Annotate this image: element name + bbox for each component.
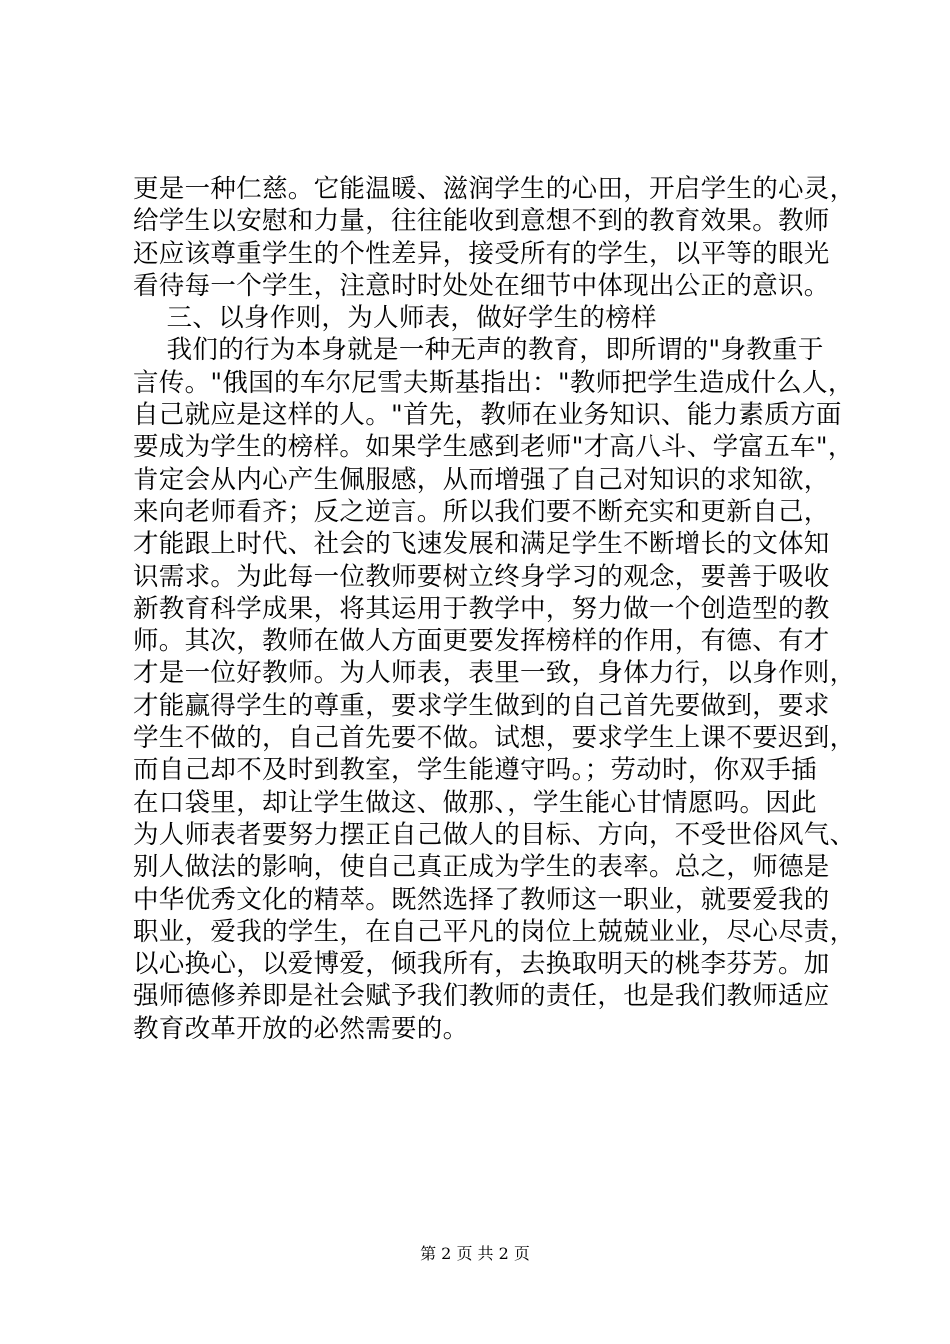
text-line: 别人做法的影响，使自己真正成为学生的表率。总之，师德是 — [133, 852, 830, 883]
text-line: 才能跟上时代、社会的飞速发展和满足学生不断增长的文体知 — [133, 529, 830, 560]
text-line: 强师德修养即是社会赋予我们教师的责任，也是我们教师适应 — [133, 981, 830, 1012]
text-line: 来向老师看齐；反之逆言。所以我们要不断充实和更新自己， — [133, 496, 830, 527]
text-line: 教育改革开放的必然需要的。 — [133, 1013, 469, 1044]
text-line: 职业，爱我的学生，在自己平凡的岗位上兢兢业业，尽心尽责， — [133, 916, 856, 947]
text-line: 更是一种仁慈。它能温暖、滋润学生的心田，开启学生的心灵， — [133, 174, 856, 204]
document-body — [133, 173, 856, 1045]
text-line: 看待每一个学生，注意时时处处在细节中体现出公正的意识。 — [133, 270, 830, 301]
text-line: 以心换心，以爱博爱，倾我所有，去换取明天的桃李芬芳。加 — [133, 949, 830, 980]
text-line: 自己就应是这样的人。"首先，教师在业务知识、能力素质方面 — [133, 400, 842, 431]
text-line: 识需求。为此每一位教师要树立终身学习的观念，要善于吸收 — [133, 561, 830, 592]
text-line: 学生不做的，自己首先要不做。试想，要求学生上课不要迟到， — [133, 723, 856, 754]
text-line: 为人师表者要努力摆正自己做人的目标、方向，不受世俗风气、 — [133, 819, 856, 850]
text-line: 而自己却不及时到教室，学生能遵守吗。；劳动时，你双手插 — [133, 755, 817, 786]
text-line: 新教育科学成果，将其运用于教学中，努力做一个创造型的教 — [133, 593, 830, 624]
text-line: 要成为学生的榜样。如果学生感到老师"才高八斗、学富五车"， — [133, 432, 854, 463]
text-line: 在口袋里，却让学生做这、做那、，学生能心甘情愿吗。因此 — [133, 787, 817, 818]
text-line: 给学生以安慰和力量，往往能收到意想不到的教育效果。教师 — [133, 206, 830, 237]
text-line: 才是一位好教师。为人师表，表里一致，身体力行，以身作则， — [133, 658, 856, 689]
section-heading: 三、以身作则，为人师表，做好学生的榜样 — [133, 303, 657, 334]
text-line: 肯定会从内心产生佩服感，从而增强了自己对知识的求知欲， — [133, 464, 830, 495]
page-number-footer: 第 2 页 共 2 页 — [420, 1244, 530, 1263]
text-line: 我们的行为本身就是一种无声的教育，即所谓的"身教重于 — [133, 335, 824, 366]
text-line: 中华优秀文化的精萃。既然选择了教师这一职业，就要爱我的 — [133, 884, 830, 915]
text-line: 还应该尊重学生的个性差异，接受所有的学生，以平等的眼光 — [133, 238, 830, 269]
text-line: 师。其次，教师在做人方面更要发挥榜样的作用，有德、有才 — [133, 626, 830, 657]
text-line: 言传。"俄国的车尔尼雪夫斯基指出："教师把学生造成什么人， — [133, 367, 854, 398]
text-line: 才能赢得学生的尊重，要求学生做到的自己首先要做到，要求 — [133, 690, 830, 721]
